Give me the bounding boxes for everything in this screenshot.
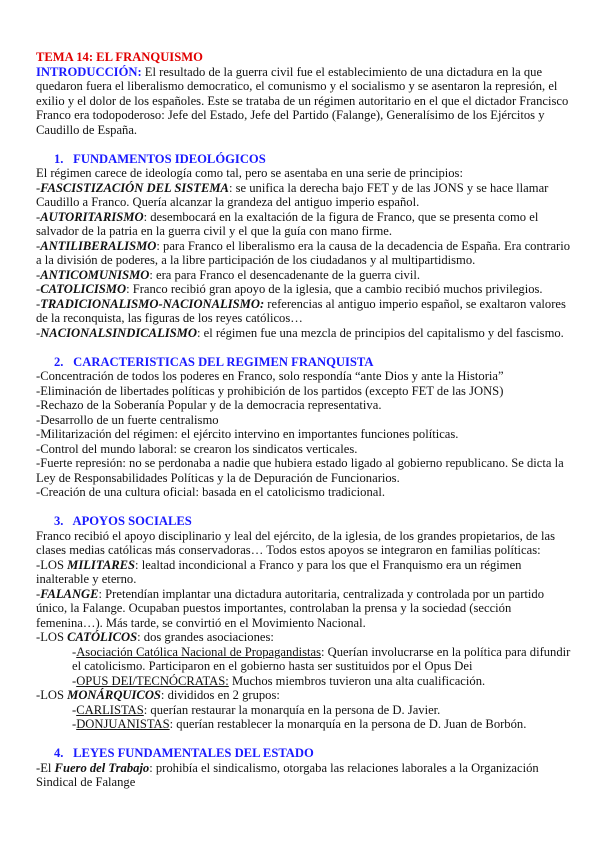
item-prefix: -LOS [36, 630, 68, 644]
list-item: -NACIONALSINDICALISMO: el régimen fue una mezcla de principios del capitalismo y del fascismo. [36, 325, 564, 340]
list-item [36, 761, 571, 790]
item-label: TRADICIONALISMO-NACIONALISMO: [40, 296, 265, 311]
item-text: : divididos en 2 grupos: [160, 688, 280, 702]
list-item: -Eliminación de libertades políticas y prohibición de los partidos (excepto FET de las JONS) [36, 383, 504, 398]
item-prefix: -LOS [36, 688, 68, 702]
item-text: : Franco recibió gran apoyo de la iglesia, que a cambio recibió muchos privilegios. [126, 282, 543, 296]
sub-item: -CARLISTAS: querían restaurar la monarquía en la persona de D. Javier. [72, 702, 441, 717]
item-label: ANTICOMUNISMO [40, 267, 150, 282]
section-number: 2. [54, 354, 64, 369]
item-prefix: - [36, 586, 41, 601]
sub-item: -DONJUANISTAS: querían restablecer la monarquía en la persona de D. Juan de Borbón. [72, 717, 527, 731]
list-item [36, 630, 571, 645]
list-item [36, 587, 571, 631]
section-title: FUNDAMENTOS IDEOLÓGICOS [73, 151, 266, 166]
section-heading-4 [36, 746, 571, 761]
item-label: CATOLICISMO [40, 282, 127, 296]
item-label: ANTILIBERALISMO [40, 238, 157, 253]
section-title: CARACTERISTICAS DEL REGIMEN FRANQUISTA [73, 354, 374, 369]
list-item: -Militarización del régimen: el ejército intervino en importantes funciones políticas. [36, 427, 459, 441]
section-1-lead: El régimen carece de ideología como tal, pero se asentaba en una serie de principios: [36, 166, 463, 180]
section-number: 3. [54, 514, 64, 528]
section-number: 4. [54, 746, 64, 760]
item-label: FASCISTIZACIÓN DEL SISTEMA [40, 180, 229, 195]
section-heading-3 [36, 514, 571, 529]
section-3-lead: Franco recibió el apoyo disciplinario y leal del ejército, de la iglesia, de los grandes propietarios, de las clases medias católicas más conservadoras… Todos estos apoyos se integraron en familias políticas: [36, 528, 555, 557]
sub-item: -OPUS DEI/TECNÓCRATAS: Muchos miembros tuvieron una alta cualificación. [72, 673, 486, 688]
list-item: -AUTORITARISMO: desembocará en la exaltación de la figura de Franco, que se presenta como el salvador de la patria en la guerra civil y el que la guía con mano firme. [36, 209, 539, 238]
list-item [36, 688, 571, 703]
section-title: LEYES FUNDAMENTALES DEL ESTADO [73, 746, 314, 760]
item-label: AUTORITARISMO [40, 209, 144, 224]
list-item: -Desarrollo de un fuerte centralismo [36, 412, 219, 427]
list-item: -ANTICOMUNISMO: era para Franco el desencadenante de la guerra civil. [36, 267, 420, 282]
item-label: MONÁRQUICOS [67, 688, 161, 702]
list-item: -Control del mundo laboral: se crearon los sindicatos verticales. [36, 441, 358, 456]
section-heading-1 [36, 152, 571, 167]
list-item: -TRADICIONALISMO-NACIONALISMO: referencias al antiguo imperio español, se exaltaron valores de la reconquista, las figuras de los reyes católicos… [36, 296, 566, 325]
document-title: TEMA 14: EL FRANQUISMO [36, 50, 203, 64]
intro-label: INTRODUCCIÓN: [36, 64, 142, 79]
item-prefix: -El [36, 760, 55, 775]
item-text: : desembocará en la exaltación de la figura de Franco, que se presenta como el salvador de la patria en la guerra civil y el que la guía con mano firme. [36, 209, 539, 238]
sub-item-label: OPUS DEI/TECNÓCRATAS: [76, 673, 229, 688]
item-label: Fuero del Trabajo [54, 760, 150, 775]
list-item: -FASCISTIZACIÓN DEL SISTEMA: se unifica la derecha bajo FET y de las JONS y se hace llamar Caudillo a Franco. Quería alcanzar la grandeza del antiguo imperio español. [36, 180, 549, 209]
item-text: referencias al antiguo imperio español, se exaltaron valores de la reconquista, las figuras de los reyes católicos… [36, 296, 566, 325]
sub-item-label: CARLISTAS [76, 702, 144, 717]
item-text: : para Franco el liberalismo era la causa de la decadencia de España. Era contrario a la división de poderes, a la libre participación de los ciudadanos y al multipartidismo. [36, 238, 571, 267]
sub-item-text: Muchos miembros tuvieron una alta cualificación. [228, 673, 486, 688]
list-item: -ANTILIBERALISMO: para Franco el liberalismo era la causa de la decadencia de España. Era contrario a la división de poderes, a la libre participación de los ciudadanos y al multipartidismo. [36, 238, 571, 267]
intro-text: El resultado de la guerra civil fue el establecimiento de una dictadura en la que quedaron fuera el liberalismo democratico, el comunismo y el socialismo y se asentaron la represión, el exilio y el dolor de los españoles. Este se trataba de un régimen autoritario en el que el dictador Francisco Franco era todopoderoso: Jefe del Estado, Jefe del Partido (Falange), Generalísimo de los Ejércitos y Caudillo de España. [36, 64, 569, 137]
sub-item-label: Asociación Católica Nacional de Propagandistas [76, 644, 322, 659]
sub-item: -Asociación Católica Nacional de Propagandistas: Querían involucrarse en la política para difundir el catolicismo. Participaron en el gobierno hasta ser sustituidos por el Opus Dei [72, 644, 571, 673]
list-item: -Fuerte represión: no se perdonaba a nadie que hubiera estado ligado al gobierno republicano. Se dicta la Ley de Responsabilidades Políticas y la de Depuración de Funcionarios. [36, 456, 564, 485]
item-label: NACIONALSINDICALISMO [40, 325, 197, 340]
item-text: : era para Franco el desencadenante de la guerra civil. [149, 267, 420, 282]
section-title: APOYOS SOCIALES [72, 514, 192, 528]
item-label: MILITARES [67, 557, 136, 572]
item-text: : dos grandes asociaciones: [137, 630, 274, 644]
list-item: -Rechazo de la Soberanía Popular y de la democracia representativa. [36, 398, 382, 412]
sub-item-text: : querían restaurar la monarquía en la persona de D. Javier. [143, 702, 441, 717]
item-text: : prohibía el sindicalismo, otorgaba las relaciones laborales a la Organización Sindical de Falange [36, 760, 539, 789]
sub-item-label: DONJUANISTAS [76, 717, 170, 731]
sub-item-text: : Querían involucrarse en la política para difundir el catolicismo. Participaron en el gobierno hasta ser sustituidos por el Opus Dei [72, 644, 571, 673]
document-page [36, 50, 571, 790]
sub-item-text: : querían restablecer la monarquía en la persona de D. Juan de Borbón. [169, 717, 527, 731]
item-text: : el régimen fue una mezcla de principios del capitalismo y del fascismo. [196, 325, 564, 340]
item-text: : lealtad incondicional a Franco y para los que el Franquismo era un régimen inalterable y eterno. [36, 557, 522, 586]
list-item: -CATOLICISMO: Franco recibió gran apoyo de la iglesia, que a cambio recibió muchos privilegios. [36, 282, 543, 296]
item-text: : se unifica la derecha bajo FET y de las JONS y se hace llamar Caudillo a Franco. Quería alcanzar la grandeza del antiguo imperio español. [36, 180, 549, 209]
list-item: -Concentración de todos los poderes en Franco, solo respondía “ante Dios y ante la Historia” [36, 369, 504, 383]
item-label: CATÓLICOS [67, 630, 138, 644]
intro-paragraph [36, 65, 571, 138]
item-prefix: -LOS [36, 557, 68, 572]
section-heading-2 [36, 355, 571, 370]
item-label: FALANGE [40, 586, 99, 601]
section-number: 1. [54, 151, 64, 166]
list-item: -Creación de una cultura oficial: basada en el catolicismo tradicional. [36, 485, 385, 499]
list-item [36, 558, 571, 587]
item-text: : Pretendían implantar una dictadura autoritaria, centralizada y controlada por un partido único, la Falange. Ocupaban puestos importantes, controlaban la prensa y la sociedad (sección femenina…). Más tarde, se convirtió en el Movimiento Nacional. [36, 586, 545, 630]
